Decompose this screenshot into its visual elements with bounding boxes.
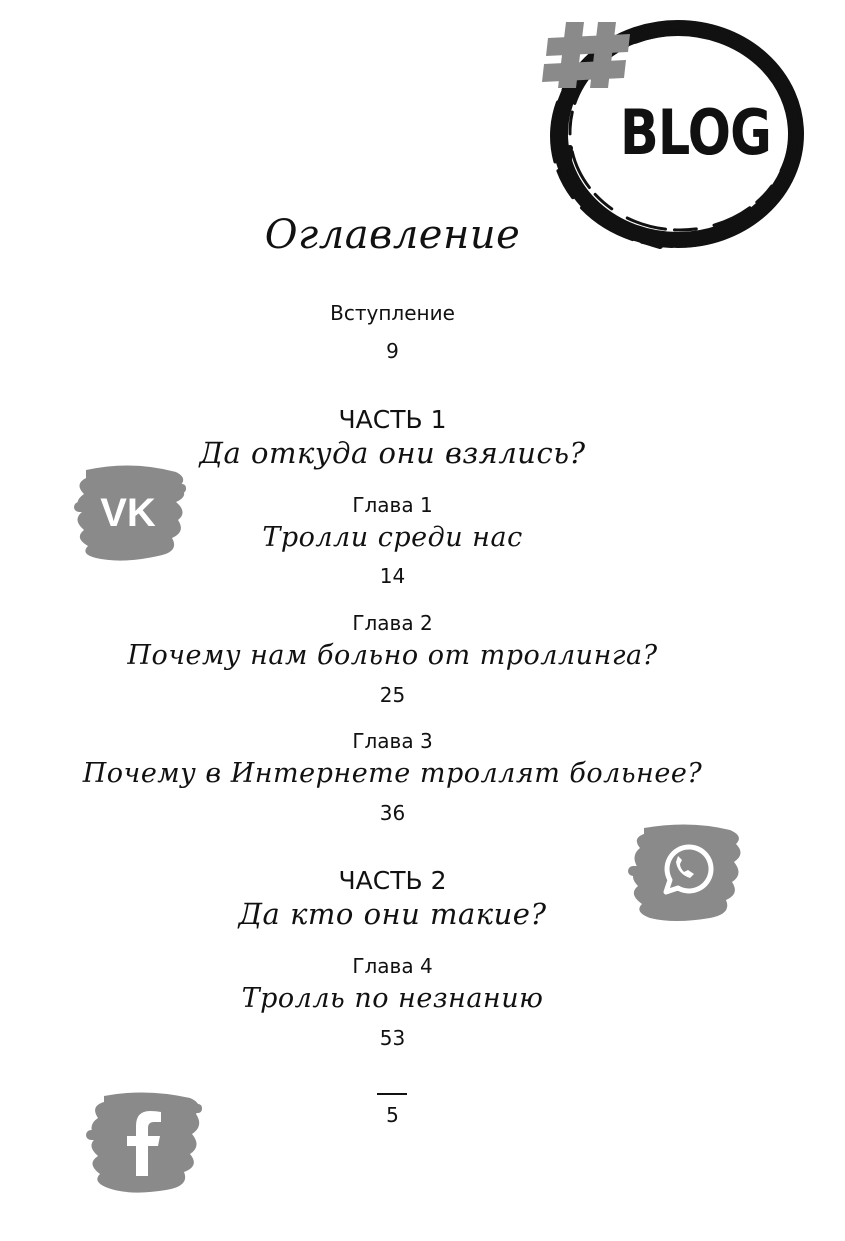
chapter2-page: 25	[379, 683, 406, 707]
hashtag-icon	[542, 22, 630, 88]
chapter3-page: 36	[379, 801, 406, 825]
vk-icon	[72, 462, 188, 562]
chapter1-label: Глава 1	[352, 493, 433, 517]
svg-text:VK: VK	[100, 491, 156, 535]
chapter3-title: Почему в Интернете троллят больнее?	[82, 758, 703, 789]
toc-title: Оглавление	[264, 212, 521, 258]
chapter2-title: Почему нам больно от троллинга?	[127, 640, 658, 671]
chapter4-label: Глава 4	[352, 954, 433, 978]
chapter3-label: Глава 3	[352, 729, 433, 753]
chapter1-page: 14	[379, 564, 406, 588]
part1-label: ЧАСТЬ 1	[338, 405, 447, 434]
blog-logo-text: BLOG	[620, 96, 772, 169]
whatsapp-icon	[628, 822, 744, 922]
page-number-rule	[377, 1093, 407, 1095]
part2-label: ЧАСТЬ 2	[338, 866, 447, 895]
chapter2-label: Глава 2	[352, 611, 433, 635]
facebook-icon	[86, 1090, 204, 1194]
intro-label: Вступление	[330, 301, 455, 325]
chapter1-title: Тролли среди нас	[262, 522, 523, 553]
chapter4-title: Тролль по незнанию	[241, 983, 544, 1014]
part2-subtitle: Да кто они такие?	[238, 897, 547, 931]
page-number: 5	[386, 1103, 399, 1127]
part1-subtitle: Да откуда они взялись?	[199, 436, 586, 470]
chapter4-page: 53	[379, 1026, 406, 1050]
intro-page: 9	[386, 339, 399, 363]
